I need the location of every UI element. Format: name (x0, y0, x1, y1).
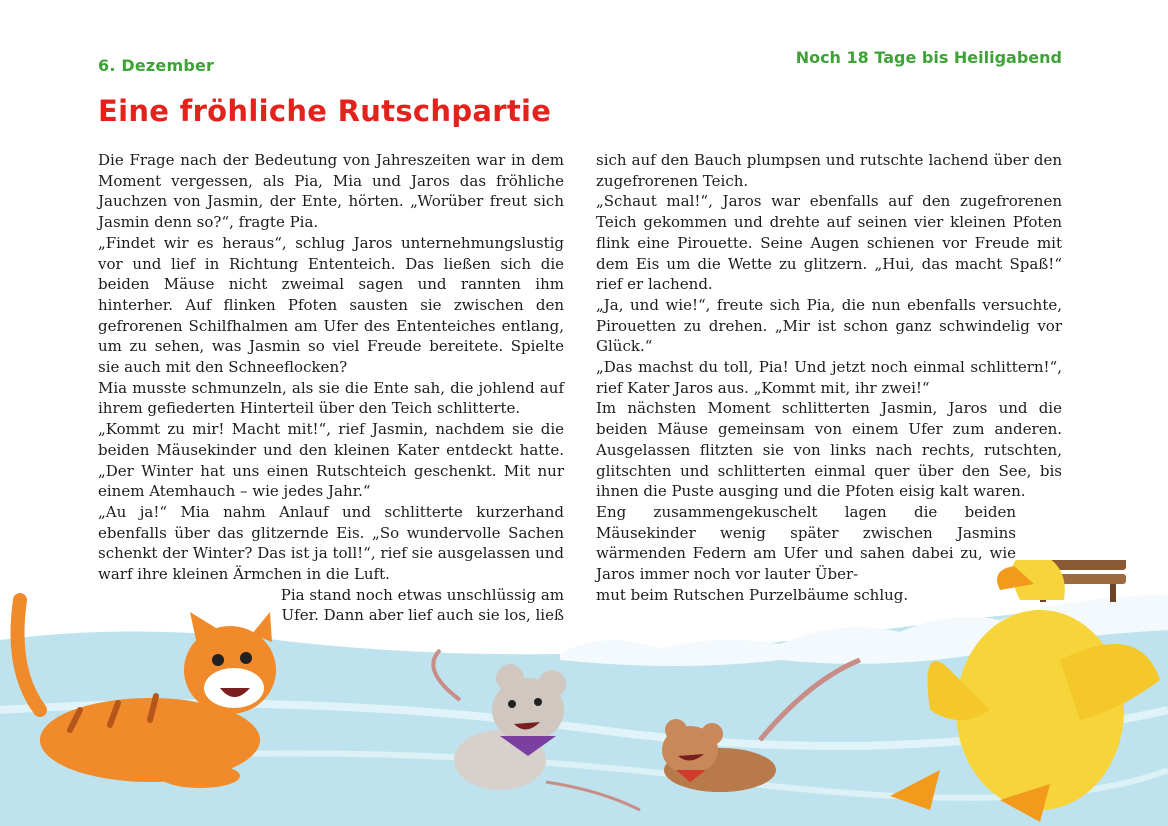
paragraph: „Das machst du toll, Pia! Und jetzt noch einmal schlittern!“, rief Kater Jaros aus. „Kommt mit, ihr zwei!“ (596, 358, 1062, 397)
paragraph: Eng zusammengekuschelt lagen die beiden Mäusekinder wenig später zwischen Jasmins wärmenden Federn am Ufer und sahen dabei zu, wie Jaros immer noch vor lauter Über- (596, 502, 1016, 584)
paragraph: Im nächsten Moment schlitterten Jasmin, Jaros und die beiden Mäuse gemeinsam von einem Ufer zum anderen. Ausgelassen flitzten sie von links nach rechts, rutschten, glitschten und schlitterten einmal quer über den See, bis ihnen die Puste ausging und die Pfoten eisig kalt waren. (596, 399, 1062, 501)
paragraph: „Schaut mal!“, Jaros war ebenfalls auf den zugefrorenen Teich gekommen und drehte auf seinen vier kleinen Pfoten flink eine Pirouette. Seine Augen schienen vor Freude mit dem Eis um die Wette zu glitzern. „Hui, das macht Spaß!“ rief er lachend. (596, 192, 1062, 294)
countdown-heading: Noch 18 Tage bis Heiligabend (795, 48, 1062, 67)
paragraph: mut beim Rutschen Purzelbäume schlug. (596, 585, 909, 604)
story-column-left (98, 150, 564, 626)
paragraph: Die Frage nach der Bedeutung von Jahreszeiten war in dem Moment vergessen, als Pia, Mia und Jaros das fröhliche Jauchzen von Jasmin, der Ente, hörten. „Worüber freut sich Jasmin denn so?“, fragte Pia. (98, 151, 564, 232)
paragraph: sich auf den Bauch plumpsen und rutschte lachend über den zugefrorenen Teich. (596, 151, 1062, 190)
story-column-right (596, 150, 1062, 605)
paragraph-tail: Ufer. Dann aber lief auch sie los, ließ (281, 606, 564, 625)
paragraph-tail: Pia stand noch etwas unschlüssig am (280, 585, 564, 604)
paragraph: Mia musste schmunzeln, als sie die Ente sah, die johlend auf ihrem gefiederten Hinterteil über den Teich schlitterte. (98, 378, 564, 418)
story-title: Eine fröhliche Rutschpartie (98, 94, 552, 128)
paragraph: „Au ja!“ Mia nahm Anlauf und schlitterte kurzerhand ebenfalls über das glitzernde Eis. „So wundervolle Sachen schenkt der Winter? Das ist ja toll!“, rief sie ausgelassen und warf ihre kleinen Ärmchen in die Luft. (98, 502, 564, 584)
paragraph: „Ja, und wie!“, freute sich Pia, die nun ebenfalls versuchte, Pirouetten zu drehen. „Mir ist schon ganz schwindelig vor Glück.“ (596, 295, 1062, 356)
paragraph: „Kommt zu mir! Macht mit!“, rief Jasmin, nachdem sie die beiden Mäusekinder und den kleinen Kater entdeckt hatte. „Der Winter hat uns einen Rutschteich geschenkt. Mit nur einem Atemhauch – wie jedes Jahr.“ (98, 420, 564, 501)
date-heading: 6. Dezember (98, 56, 215, 75)
illustration-frozen-pond (0, 560, 1168, 826)
paragraph: „Findet wir es heraus“, schlug Jaros unternehmungslustig vor und lief in Richtung Ententeich. Das ließen sich die beiden Mäuse nicht zweimal sagen und rannten ihm hinterher. Auf flinken Pfoten sausten sie zwischen den gefrorenen Schilfhalmen am Ufer des Ententeiches entlang, um zu sehen, was Jasmin so viel Freude bereitete. Spielte sie auch mit den Schneeflocken? (98, 233, 564, 377)
